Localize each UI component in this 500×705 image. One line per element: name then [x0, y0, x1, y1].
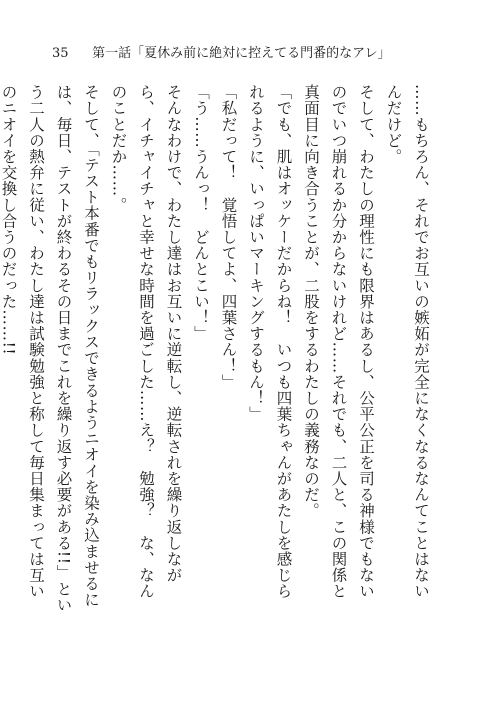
page-number: 35: [52, 46, 69, 61]
page-header: [52, 44, 391, 64]
paragraph: そんなわけで、わたし達はお互いに逆転し、逆転されを繰り返しながら、イチャイチャと幸せな時間を過ごした……え？ 勉強？ な、なんのことだか……。: [109, 84, 183, 600]
dialogue-line: 「う……うんっ！ どんとこい！」: [192, 84, 210, 342]
dialogue-line: 「でも、肌はオッケーだからね！ いつも四葉ちゃんがあたしを感じられるように、いっぱいマーキングするもん！」: [247, 84, 293, 600]
paragraph: そして、「テスト本番でもリラックスできるようニオイを染み込ませるには、毎日、テストが終わるその日までこれを繰り返す必要がある!!」という二人の熱弁に従い、わたし達は試験勉強と称して毎日集まっては互いのニオイを交換し合うのだった……!!: [0, 84, 100, 613]
running-title: 第一話「夏休み前に絶対に控えてる門番的なアレ」: [92, 46, 391, 61]
paragraph: そして、わたしの理性にも限界はあるし、公平公正を司る神様でもないのでいつ崩れるか分からないけれど……それでも、二人と、この関係と真面目に向き合うことが、二股をするわたしの義務なのだ。: [302, 84, 375, 600]
vertical-text-body: [0, 84, 434, 614]
dialogue-line: 「私だって！ 覚悟してよ、四葉さん！」: [219, 84, 238, 390]
paragraph: ……もちろん、それでお互いの嫉妬が完全になくなるなんてことはないんだけど。: [384, 84, 430, 600]
